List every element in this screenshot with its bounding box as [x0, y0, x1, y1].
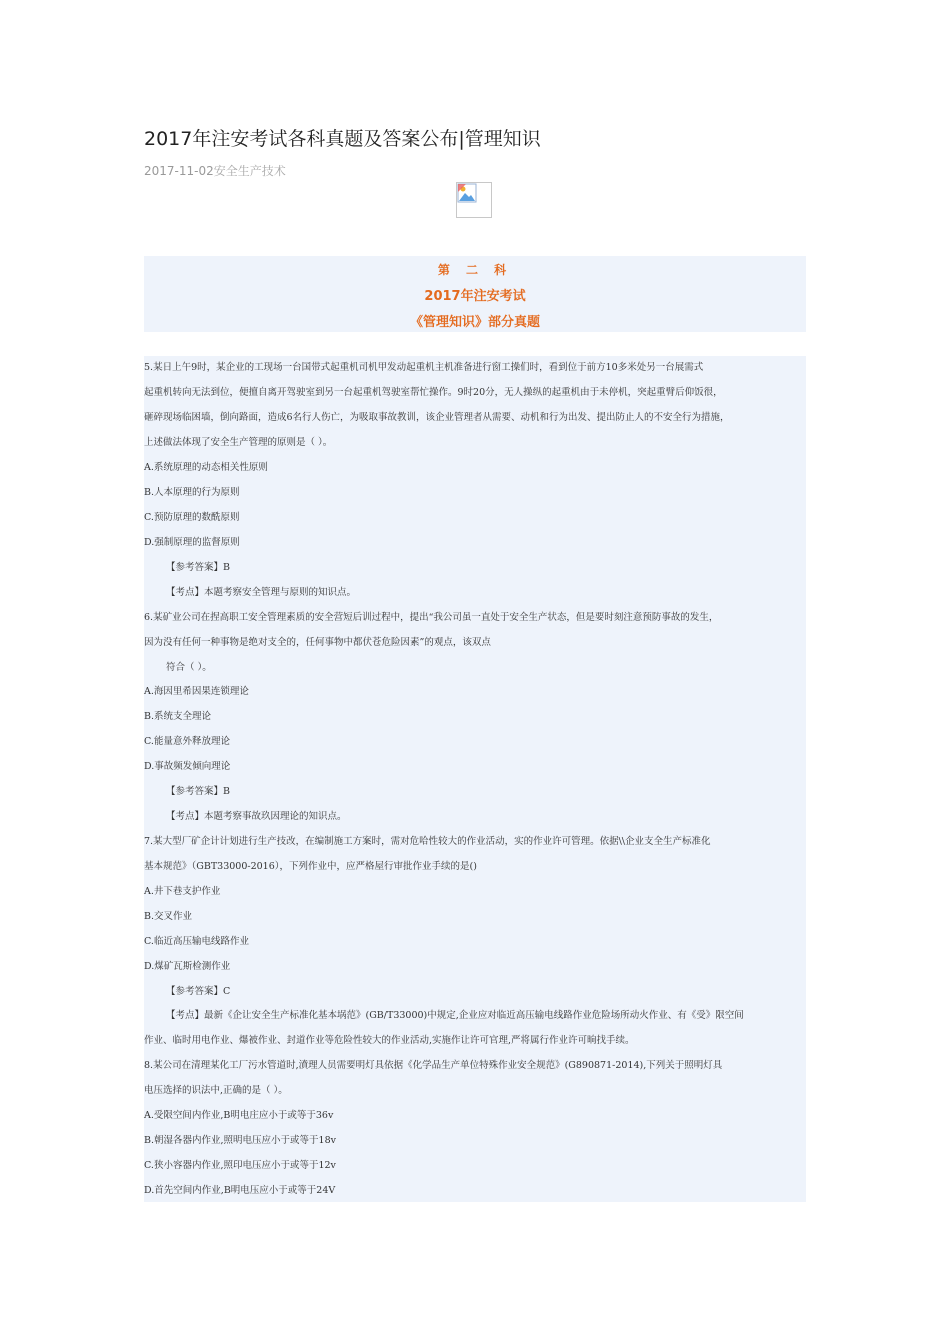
answer-line: 【参考答案】C — [166, 986, 231, 997]
content-line: 6.某矿业公司在捏高职工安全管理素质的安全营短后训过程中，提出“我公司虽一直处于安全生产状态，但是要时刻注意预防事故的发生， — [144, 612, 719, 623]
option-line: A.系统原理的动态相关性原则 — [144, 462, 268, 473]
content-line: 7.某大型厂矿企计计划进行生产技改，在编制施工方案时，需对危哈性较大的作业活动，实的作业许可管理。依据\\企业支全生产标准化 — [144, 836, 711, 847]
keypoint-line: 【考点】最新《企让安全生产标准化基本埚范》(GB/T33000)中规定,企业应对临近高压输电线路作业危险场所动火作业、有《受》限空间 — [166, 1010, 744, 1021]
option-line: A.井下巷支护作业 — [144, 886, 221, 897]
content-line: 砸碎现场临困墙，倒向路面，造成6名行人伤亡，为吸取事故教训，该企业管理者从需要、动机和行为出发、提出防止人的不安全行为措施， — [144, 412, 730, 423]
content-line: 上述做法体现了安全生产管理的原则是（ ）。 — [144, 437, 333, 448]
article-date: 2017-11-02 — [144, 164, 214, 178]
content-line: 基本规范》（GBT33000-2016），下列作业中，应严格屋行审批作业手续的是() — [144, 861, 477, 872]
option-line: A.海因里希因果连锁理论 — [144, 686, 249, 697]
header-exam: 2017年注安考试 — [424, 289, 526, 304]
option-line: B.朝湿各器内作业,照明电压应小于或等于18v — [144, 1135, 336, 1146]
content-line: 作业、临时用电作业、爆被作业、封道作业等危险性较大的作业活动,实施作让许可官理,严将属行作业许可晌找手续。 — [144, 1035, 635, 1046]
broken-image-icon — [456, 182, 492, 218]
content-line: 5.某日上午9时，某企业的工现场一台国带式起重机司机甲发动起重机主机准备进行窗工操们时，看到位于前方10多米处另一台展需式 — [144, 362, 704, 373]
option-line: B.系统支全理论 — [144, 711, 212, 722]
option-line: C.能量意外释放理论 — [144, 736, 230, 747]
page-title: 2017年注安考试各科真题及答案公布|管理知识 — [144, 128, 541, 150]
content-line: 起重机转向无法到位，便擅自离开驾驶室到另一台起重机驾驶室帮忙操作。9时20分，无人操纵的起重机由于未停机，突起重臂后仰饭很， — [144, 387, 723, 398]
option-line: D.首先空间内作业,B明电压应小于或等于24V — [144, 1185, 336, 1196]
keypoint-line: 【考点】本题考察事故玖因理论的知识点。 — [166, 811, 347, 822]
header-subject: 第 二 科 — [437, 263, 513, 277]
content-line: 因为没有任何一种事物是绝对支全的，任何事物中都伏苍危险因素”的观点，该双点 — [144, 637, 491, 648]
question-content — [144, 356, 806, 1202]
option-line: C.预防原理的数酰原则 — [144, 512, 240, 523]
keypoint-line: 【考点】本题考察安全管理与原则的知识点。 — [166, 587, 357, 598]
option-line: D.煤矿瓦斯检测作业 — [144, 961, 231, 972]
header-part: 《管理知识》部分真题 — [409, 315, 540, 330]
option-line: D.事故频发倾向理论 — [144, 761, 231, 772]
content-line: 电压选择的识法中,正确的是（ ）。 — [144, 1085, 288, 1096]
answer-line: 【参考答案】B — [166, 562, 230, 573]
option-line: C.狭小容器内作业,照印电压应小于或等于12v — [144, 1160, 336, 1171]
option-line: B.交叉作业 — [144, 911, 193, 922]
article-source[interactable]: 安全生产技术 — [213, 164, 286, 178]
exam-header-panel — [144, 256, 806, 332]
article-meta — [144, 162, 286, 179]
answer-line: 【参考答案】B — [166, 786, 230, 797]
option-line: D.强制原理的监督原则 — [144, 537, 240, 548]
content-line: 符合（ ）。 — [166, 662, 212, 673]
content-line: 8.某公司在清理某化工厂污水管道时,濆理人员需要明灯具依据《化学品生产单位特殊作业安全规范》(G890871-2014),下列关于照明灯具 — [144, 1060, 723, 1071]
option-line: B.人本原理的行为原则 — [144, 487, 240, 498]
option-line: A.受限空间内作业,B明电庄应小于或等于36v — [144, 1110, 334, 1121]
option-line: C.临近高压输电线路作业 — [144, 936, 249, 947]
